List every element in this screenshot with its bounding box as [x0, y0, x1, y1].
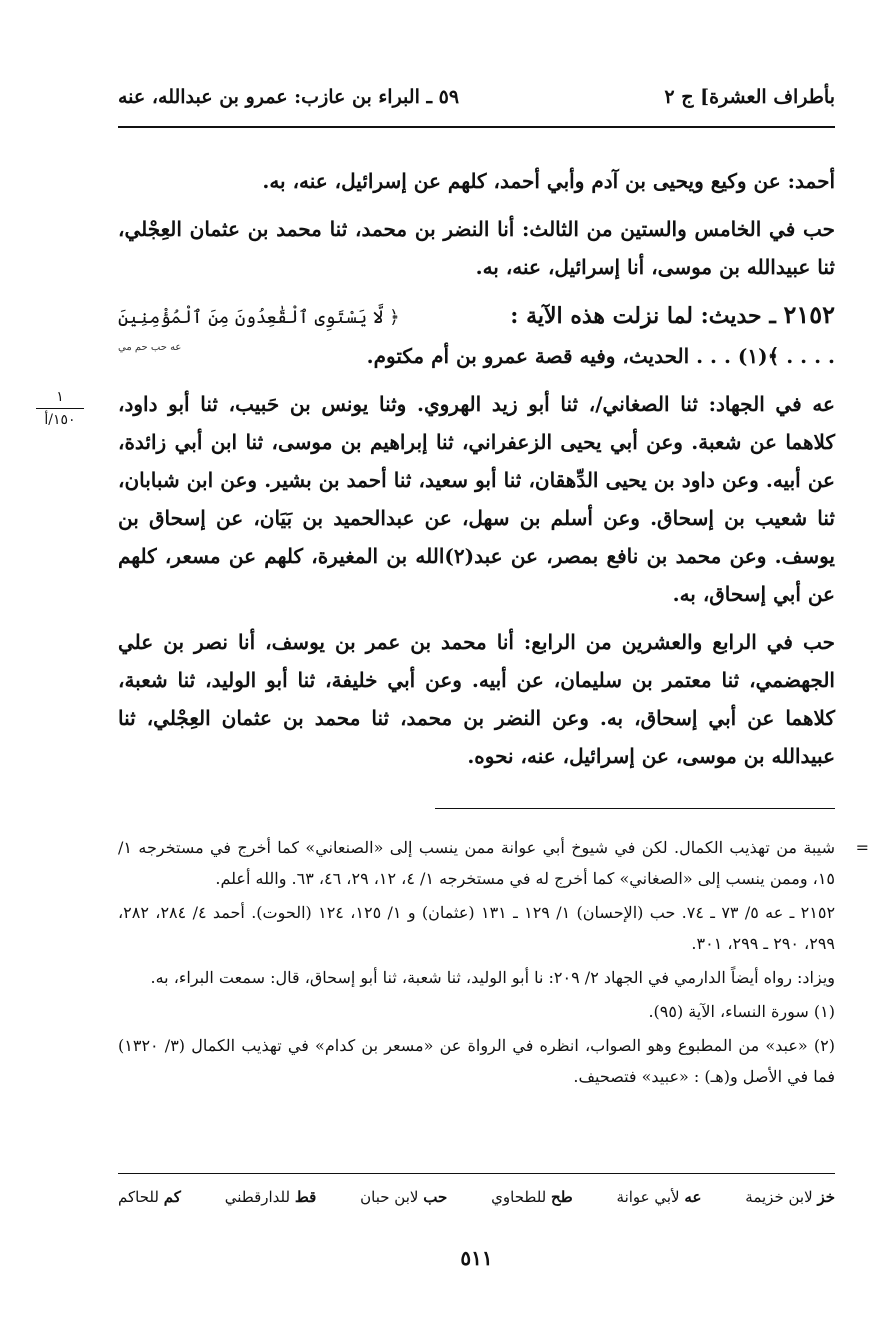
- page-number: ٥١١: [460, 1246, 493, 1270]
- margin-ref-bottom: ١٥٠/أ: [44, 412, 76, 428]
- paragraph-hadith-text: . . . . ﴾(١) . . . الحديث، وفيه قصة عمرو بن أم مكتوم.: [366, 344, 835, 368]
- hadith-number: ٢١٥٢: [783, 300, 835, 329]
- sigla-item: عه لأبي عوانة: [616, 1188, 702, 1206]
- hadith-intro: ـ حديث: لما نزلت هذه الآية :: [510, 303, 776, 329]
- sigla-item: قط للدارقطني: [224, 1188, 317, 1206]
- footnote-2: (٢) «عبد» من المطبوع وهو الصواب، انظره في الرواة عن «مسعر بن كدام» في تهذيب الكمال (٣/ ١٣٢٠) فما في الأصل و(هـ) : «عبيد» فتصحيف.: [118, 1036, 835, 1086]
- paragraph-abu-awana: عه في الجهاد: ثنا الصغاني/، ثنا أبو زيد الهروي. وثنا يونس بن حَبيب، ثنا أبو داود، كلاهما عن شعبة. وعن أبي يحيى الزعفراني، ثنا إبراهيم بن موسى، ثنا ابن أبي زائدة، عن أبيه. وعن داود بن يحيى الدِّهقان، ثنا أبو سعيد، ثنا أحمد بن بشير. وعن ابن شبابان، ثنا شعيب بن إسحاق. وعن أسلم بن سهل، عن عبدالحميد بن بَيَان، عن إسحاق بن يوسف. وعن محمد بن نافع بمصر، عن عبد(٢)الله بن المغيرة، كلهم عن مسعر، كلهم عن أبي إسحاق، به.: [118, 392, 835, 606]
- header-rule: [118, 126, 835, 128]
- sigla-item: كم للحاكم: [118, 1188, 181, 1206]
- footnote-1: (١) سورة النساء، الآية (٩٥).: [648, 1002, 835, 1021]
- margin-ref-divider: [36, 408, 84, 409]
- sigla-item: خز لابن خزيمة: [745, 1188, 835, 1206]
- hadith-sigla: عه حب حم مي: [118, 342, 182, 353]
- footnote-additional: ويزاد: رواه أيضاً الدارمي في الجهاد ٢/ ٢٠٩: نا أبو الوليد، ثنا شعبة، ثنا أبو إسحاق، قال: سمعت البراء، به.: [150, 968, 835, 987]
- book-page: [118, 0, 869, 1333]
- footnote-continued: شيبة من تهذيب الكمال. لكن في شيوخ أبي عوانة ممن ينسب إلى «الصنعاني» كما أخرج في مستخرجه ١/ ١٥، وممن ينسب إلى «الصغاني» كما أخرج له في مستخرجه ١/ ٤، ١٢، ٢٩، ٤٦، ٦٣. والله أعلم.: [118, 838, 835, 888]
- margin-ref-top: ١: [56, 389, 64, 405]
- quran-verse: ﴿ لَّا يَسْتَوِى ٱلْقَٰعِدُونَ مِنَ ٱلْمُؤْمِنِينَ: [118, 307, 400, 328]
- footnotes: [118, 832, 869, 1095]
- footnote-sources: ٢١٥٢ ـ عه ٥/ ٧٣ ـ ٧٤. حب (الإحسان) ١/ ١٢٩ ـ ١٣١ (عثمان) و ١/ ١٢٥، ١٢٤ (الحوت). أحمد ٤/ ٢٨٤، ٢٨٢، ٢٩٩، ٢٩٠ ـ ٢٩٩، ٣٠١.: [118, 903, 836, 953]
- header-book-title: بأطراف العشرة] ج ٢: [664, 86, 835, 108]
- hadith-heading: [118, 296, 835, 337]
- footnote-rule: [435, 808, 835, 809]
- sigla-item: حب لابن حبان: [360, 1188, 448, 1206]
- bottom-rule: [118, 1173, 835, 1174]
- paragraph-ahmad: أحمد: عن وكيع ويحيى بن آدم وأبي أحمد، كلهم عن إسرائيل، عنه، به.: [262, 169, 835, 193]
- header-chapter-title: ٥٩ ـ البراء بن عازب: عمرو بن عبدالله، عنه: [118, 86, 460, 108]
- running-header: [118, 80, 835, 114]
- paragraph-hibban-2: حب في الرابع والعشرين من الرابع: أنا محمد بن عمر بن يوسف، أنا نصر بن علي الجهضمي، ثنا معتمر بن سليمان، عن أبيه. وعن أبي خليفة، ثنا أبو الوليد، ثنا شعبة، كلاهما عن أبي إسحاق، به. وعن النضر بن محمد، ثنا محمد بن عثمان العِجْلي، ثنا عبيدالله بن موسى، عن إسرائيل، عنه، نحوه.: [118, 630, 835, 768]
- paragraph-hibban-1: حب في الخامس والستين من الثالث: أنا النضر بن محمد، ثنا محمد بن عثمان العِجْلي، ثنا عبيدالله بن موسى، أنا إسرائيل، عنه، به.: [118, 217, 835, 279]
- margin-manuscript-ref: [30, 388, 90, 429]
- sigla-legend: [118, 1188, 835, 1206]
- sigla-item: طح للطحاوي: [491, 1188, 573, 1206]
- footnote-continuation-mark: =: [855, 838, 869, 857]
- main-text: [118, 162, 835, 785]
